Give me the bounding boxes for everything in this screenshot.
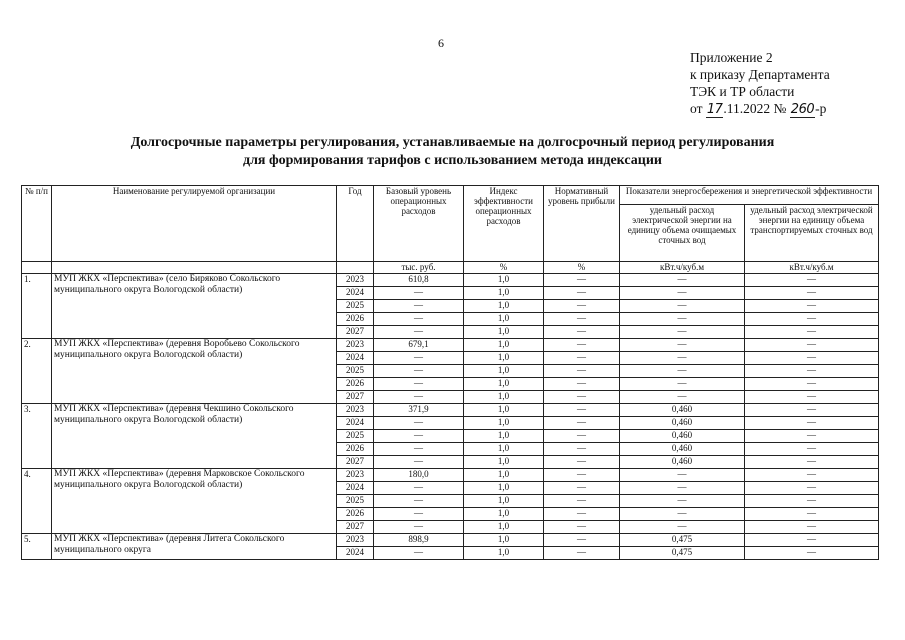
unit-profit: % [544, 262, 620, 274]
title-line-1: Долгосрочные параметры регулирования, устанавливаемые на долгосрочный период регулирования [130, 135, 775, 150]
table-body [22, 274, 879, 560]
cell-base: — [374, 365, 464, 378]
unit-empty [22, 262, 52, 274]
cell-year: 2027 [337, 326, 374, 339]
organization-name: МУП ЖКХ «Перспектива» (деревня Чекшино Сокольского муниципального округа Вологодской области) [52, 404, 337, 469]
header-profit: Нормативный уровень прибыли [544, 186, 620, 262]
cell-base: 180,0 [374, 469, 464, 482]
cell-profit: — [544, 287, 620, 300]
cell-energy-a: 0,460 [620, 417, 745, 430]
cell-index: 1,0 [464, 482, 544, 495]
cell-energy-b: — [745, 521, 879, 534]
cell-year: 2023 [337, 404, 374, 417]
cell-base: — [374, 326, 464, 339]
appendix-line-3: ТЭК и ТР области [690, 84, 795, 99]
cell-energy-a: — [620, 508, 745, 521]
row-number: 5. [22, 534, 52, 560]
cell-profit: — [544, 482, 620, 495]
cell-index: 1,0 [464, 547, 544, 560]
cell-energy-b: — [745, 456, 879, 469]
page-number: 6 [438, 36, 444, 50]
cell-energy-b: — [745, 339, 879, 352]
cell-index: 1,0 [464, 339, 544, 352]
cell-year: 2024 [337, 547, 374, 560]
cell-profit: — [544, 547, 620, 560]
cell-profit: — [544, 313, 620, 326]
table-row [22, 274, 879, 287]
cell-index: 1,0 [464, 495, 544, 508]
cell-year: 2023 [337, 339, 374, 352]
title-line-2: для формирования тарифов с использованием метода индексации [242, 153, 662, 168]
cell-year: 2026 [337, 378, 374, 391]
cell-index: 1,0 [464, 521, 544, 534]
cell-year: 2025 [337, 430, 374, 443]
cell-energy-b: — [745, 417, 879, 430]
cell-year: 2027 [337, 456, 374, 469]
cell-profit: — [544, 326, 620, 339]
cell-base: — [374, 313, 464, 326]
cell-profit: — [544, 365, 620, 378]
table-row [22, 339, 879, 352]
cell-year: 2024 [337, 482, 374, 495]
appendix-line-4 [690, 100, 830, 118]
unit-energy-a: кВт.ч/куб.м [620, 262, 745, 274]
row-number: 1. [22, 274, 52, 339]
cell-energy-a: — [620, 482, 745, 495]
cell-energy-b: — [745, 313, 879, 326]
cell-profit: — [544, 534, 620, 547]
cell-year: 2024 [337, 287, 374, 300]
cell-index: 1,0 [464, 274, 544, 287]
cell-year: 2024 [337, 352, 374, 365]
row-number: 3. [22, 404, 52, 469]
cell-index: 1,0 [464, 326, 544, 339]
cell-profit: — [544, 417, 620, 430]
cell-year: 2025 [337, 365, 374, 378]
cell-index: 1,0 [464, 300, 544, 313]
cell-energy-b: — [745, 274, 879, 287]
cell-energy-b: — [745, 547, 879, 560]
cell-energy-a: — [620, 469, 745, 482]
cell-energy-b: — [745, 430, 879, 443]
cell-base: — [374, 456, 464, 469]
cell-energy-b: — [745, 326, 879, 339]
cell-base: 679,1 [374, 339, 464, 352]
cell-index: 1,0 [464, 365, 544, 378]
cell-year: 2023 [337, 274, 374, 287]
cell-energy-b: — [745, 495, 879, 508]
parameters-table [21, 185, 879, 560]
header-base: Базовый уровень операционных расходов [374, 186, 464, 262]
cell-energy-b: — [745, 391, 879, 404]
appendix-line-1: Приложение 2 [690, 50, 773, 65]
cell-base: — [374, 547, 464, 560]
cell-energy-a: — [620, 287, 745, 300]
organization-name: МУП ЖКХ «Перспектива» (деревня Марковское Сокольского муниципального округа Вологодской области) [52, 469, 337, 534]
cell-profit: — [544, 508, 620, 521]
cell-energy-a: — [620, 495, 745, 508]
cell-index: 1,0 [464, 378, 544, 391]
cell-year: 2025 [337, 300, 374, 313]
cell-base: — [374, 300, 464, 313]
cell-profit: — [544, 378, 620, 391]
header-energy-b: удельный расход электрической энергии на единицу объема транспортируемых сточных вод [745, 205, 879, 262]
cell-energy-b: — [745, 404, 879, 417]
cell-base: — [374, 508, 464, 521]
cell-energy-a: 0,460 [620, 430, 745, 443]
cell-base: — [374, 391, 464, 404]
cell-year: 2026 [337, 508, 374, 521]
organization-name: МУП ЖКХ «Перспектива» (деревня Литега Сокольского муниципального округа [52, 534, 337, 560]
cell-energy-a: 0,460 [620, 443, 745, 456]
cell-energy-b: — [745, 365, 879, 378]
cell-profit: — [544, 469, 620, 482]
cell-energy-a: 0,475 [620, 534, 745, 547]
header-org: Наименование регулируемой организации [52, 186, 337, 262]
cell-year: 2026 [337, 443, 374, 456]
cell-energy-a: — [620, 391, 745, 404]
cell-energy-a: — [620, 339, 745, 352]
cell-energy-a: — [620, 365, 745, 378]
row-number: 2. [22, 339, 52, 404]
organization-name: МУП ЖКХ «Перспектива» (село Биряково Сокольского муниципального округа Вологодской области) [52, 274, 337, 339]
unit-base: тыс. руб. [374, 262, 464, 274]
cell-index: 1,0 [464, 456, 544, 469]
cell-energy-a: — [620, 521, 745, 534]
header-year: Год [337, 186, 374, 262]
cell-index: 1,0 [464, 443, 544, 456]
header-energy: Показатели энергосбережения и энергетической эффективности [620, 186, 879, 205]
row-number: 4. [22, 469, 52, 534]
cell-index: 1,0 [464, 508, 544, 521]
cell-base: — [374, 482, 464, 495]
cell-index: 1,0 [464, 404, 544, 417]
cell-energy-a: 0,460 [620, 404, 745, 417]
cell-index: 1,0 [464, 469, 544, 482]
cell-index: 1,0 [464, 417, 544, 430]
cell-energy-b: — [745, 482, 879, 495]
cell-profit: — [544, 391, 620, 404]
cell-year: 2023 [337, 534, 374, 547]
cell-energy-a: — [620, 313, 745, 326]
cell-index: 1,0 [464, 287, 544, 300]
cell-energy-a: — [620, 274, 745, 287]
unit-index: % [464, 262, 544, 274]
cell-index: 1,0 [464, 391, 544, 404]
cell-year: 2026 [337, 313, 374, 326]
cell-index: 1,0 [464, 352, 544, 365]
cell-energy-b: — [745, 352, 879, 365]
cell-profit: — [544, 274, 620, 287]
cell-year: 2025 [337, 495, 374, 508]
cell-base: — [374, 417, 464, 430]
cell-energy-a: — [620, 352, 745, 365]
cell-energy-b: — [745, 469, 879, 482]
cell-profit: — [544, 521, 620, 534]
cell-energy-b: — [745, 287, 879, 300]
appendix-date-prefix: от [690, 101, 706, 116]
appendix-block [690, 49, 830, 118]
organization-name: МУП ЖКХ «Перспектива» (деревня Воробьево Сокольского муниципального округа Вологодской области) [52, 339, 337, 404]
cell-index: 1,0 [464, 534, 544, 547]
handwritten-order-number: 260 [790, 102, 815, 117]
cell-profit: — [544, 352, 620, 365]
cell-base: — [374, 495, 464, 508]
cell-base: 610,8 [374, 274, 464, 287]
cell-energy-a: 0,475 [620, 547, 745, 560]
appendix-date-suffix: -р [815, 101, 827, 116]
unit-empty [337, 262, 374, 274]
appendix-date-mid: .11.2022 № [723, 101, 790, 116]
cell-year: 2027 [337, 391, 374, 404]
table-row [22, 534, 879, 547]
cell-profit: — [544, 430, 620, 443]
cell-energy-b: — [745, 443, 879, 456]
cell-profit: — [544, 456, 620, 469]
unit-empty [52, 262, 337, 274]
header-index: Индекс эффективности операционных расходов [464, 186, 544, 262]
cell-energy-a: — [620, 300, 745, 313]
cell-base: — [374, 378, 464, 391]
cell-base: — [374, 287, 464, 300]
cell-base: — [374, 352, 464, 365]
cell-energy-a: — [620, 326, 745, 339]
appendix-line-2: к приказу Департамента [690, 67, 830, 82]
header-energy-a: удельный расход электрической энергии на единицу объема очищаемых сточных вод [620, 205, 745, 262]
table-row [22, 469, 879, 482]
cell-energy-b: — [745, 508, 879, 521]
cell-energy-b: — [745, 534, 879, 547]
cell-base: — [374, 443, 464, 456]
header-num: № п/п [22, 186, 52, 262]
cell-profit: — [544, 443, 620, 456]
cell-index: 1,0 [464, 430, 544, 443]
cell-year: 2023 [337, 469, 374, 482]
cell-profit: — [544, 495, 620, 508]
cell-energy-b: — [745, 378, 879, 391]
cell-year: 2024 [337, 417, 374, 430]
cell-profit: — [544, 300, 620, 313]
cell-base: — [374, 430, 464, 443]
cell-base: 371,9 [374, 404, 464, 417]
cell-base: 898,9 [374, 534, 464, 547]
cell-energy-b: — [745, 300, 879, 313]
document-title [0, 134, 905, 170]
cell-index: 1,0 [464, 313, 544, 326]
cell-base: — [374, 521, 464, 534]
cell-energy-a: 0,460 [620, 456, 745, 469]
table-row [22, 404, 879, 417]
handwritten-day: 17 [706, 102, 723, 117]
cell-year: 2027 [337, 521, 374, 534]
cell-profit: — [544, 404, 620, 417]
cell-profit: — [544, 339, 620, 352]
cell-energy-a: — [620, 378, 745, 391]
unit-energy-b: кВт.ч/куб.м [745, 262, 879, 274]
